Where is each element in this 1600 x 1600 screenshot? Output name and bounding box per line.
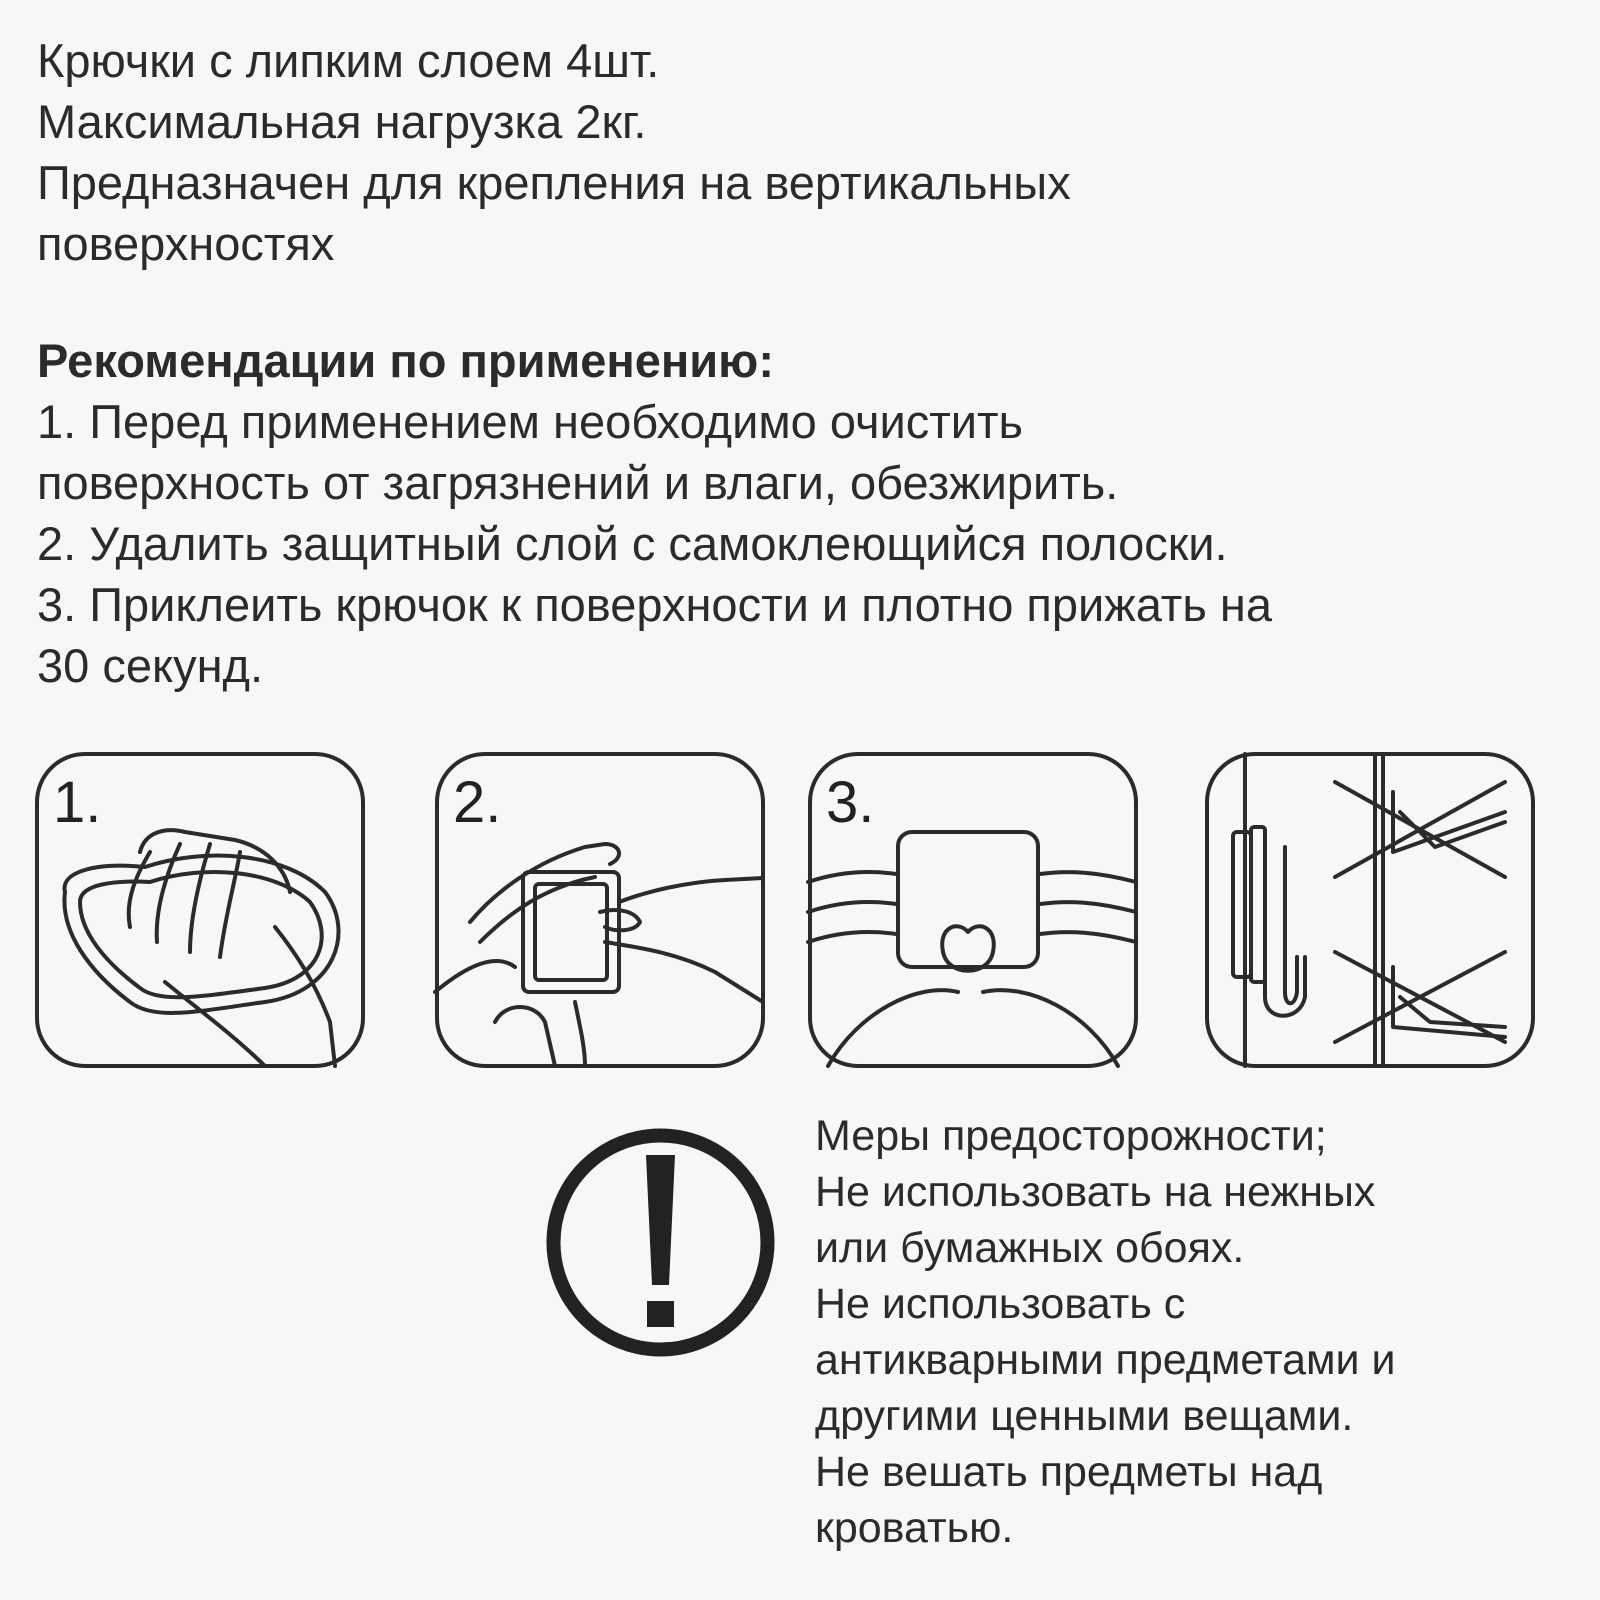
caution-line: антикварными предметами и bbox=[815, 1336, 1396, 1384]
caution-line: Не использовать на нежных bbox=[815, 1168, 1376, 1216]
step-number: 3. bbox=[826, 770, 875, 835]
caution-line: или бумажных обоях. bbox=[815, 1224, 1245, 1272]
exclamation-circle-icon bbox=[543, 1125, 778, 1360]
mounting-pictogram bbox=[1205, 752, 1535, 1068]
caution-line: Не вешать предметы над bbox=[815, 1448, 1323, 1496]
max-load: Максимальная нагрузка 2кг. bbox=[37, 95, 647, 148]
recommendation-line: 30 секунд. bbox=[37, 639, 264, 692]
recommendation-line: 1. Перед применением необходимо очистить bbox=[37, 395, 1024, 448]
purpose-line-1: Предназначен для крепления на вертикальных bbox=[37, 156, 1071, 209]
recommendation-line: поверхность от загрязнений и влаги, обезжирить. bbox=[37, 456, 1119, 509]
product-title: Крючки с липким слоем 4шт. bbox=[37, 34, 660, 87]
recommendation-line: 2. Удалить защитный слой с самоклеющийся полоски. bbox=[37, 517, 1228, 570]
step-number: 1. bbox=[53, 770, 102, 835]
caution-line: другими ценными вещами. bbox=[815, 1392, 1354, 1440]
product-description bbox=[37, 30, 1071, 274]
correct-vertical-mounting-icon bbox=[1205, 752, 1535, 1068]
step-3-pictogram bbox=[808, 752, 1138, 1068]
recommendation-line: 3. Приклеить крючок к поверхности и плотно прижать на bbox=[37, 578, 1272, 631]
safety-precautions bbox=[815, 1108, 1396, 1556]
caution-line: кроватью. bbox=[815, 1504, 1014, 1552]
step-1-pictogram bbox=[35, 752, 365, 1068]
caution-line: Не использовать с bbox=[815, 1280, 1186, 1328]
purpose-line-2: поверхностях bbox=[37, 217, 335, 270]
caution-line: Меры предосторожности; bbox=[815, 1112, 1327, 1160]
instruction-pictograms bbox=[0, 740, 1600, 1080]
step-2-pictogram bbox=[435, 752, 765, 1068]
recommendations-heading: Рекомендации по применению: bbox=[37, 334, 774, 387]
step-number: 2. bbox=[453, 770, 502, 835]
usage-recommendations bbox=[37, 330, 1272, 696]
